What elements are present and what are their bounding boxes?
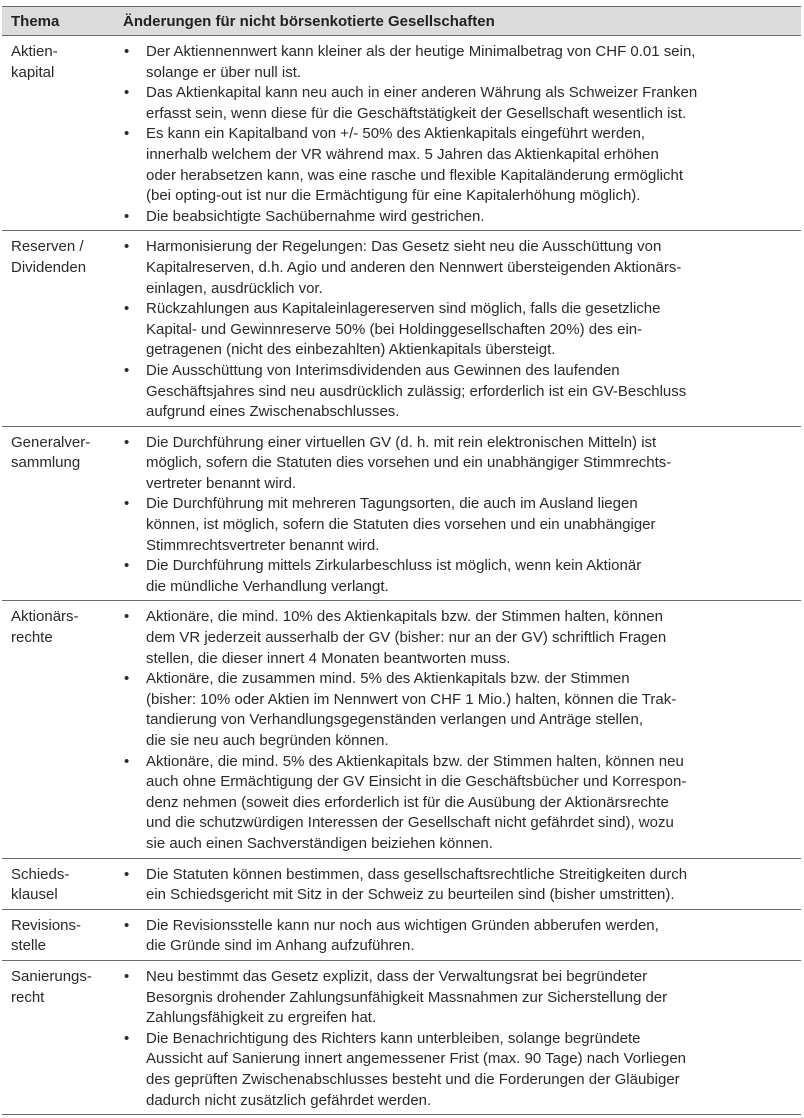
bullet-line: vertreter benannt wird. — [146, 474, 297, 492]
bullet-line: (bisher: 10% oder Aktien im Nennwert von CHF 1 Mio.) halten, können die Trak- — [146, 690, 677, 708]
bullet-item — [106, 669, 801, 751]
bullet-line: Das Aktienkapital kann neu auch in einer anderen Währung als Schweizer Franken — [146, 84, 698, 102]
bullet-item — [106, 124, 801, 206]
table-body — [2, 36, 801, 1115]
bullet-list — [106, 42, 801, 227]
bullet-text — [146, 607, 801, 669]
bullet-line: die mündliche Verhandlung verlangt. — [146, 577, 389, 595]
header-topic: Thema — [11, 12, 60, 30]
bullet-text — [146, 669, 801, 751]
bullet-line: oder herabsetzen kann, was eine rasche und flexible Kapitaländerung ermöglicht — [146, 166, 684, 184]
bullet-icon: • — [124, 361, 130, 379]
bullet-list — [106, 967, 801, 1111]
bullet-icon: • — [124, 238, 130, 256]
row-changes — [106, 967, 801, 1111]
bullet-line: (bei opting-out ist nur die Ermächtigung für eine Kapitalerhöhung möglich). — [146, 187, 641, 205]
topic-line: Revisions- — [11, 916, 82, 934]
bullet-item — [106, 752, 801, 855]
row-topic — [2, 865, 106, 906]
bullet-line: getragenen (nicht des einbezahlten) Aktienkapitals übersteigt. — [146, 341, 556, 359]
bullet-icon: • — [124, 43, 130, 60]
bullet-text — [146, 916, 801, 957]
bullet-text — [146, 207, 801, 228]
bullet-item — [106, 42, 801, 83]
bullet-item — [106, 207, 801, 228]
bullet-line: Die Benachrichtigung des Richters kann unterbleiben, solange begründete — [146, 1029, 641, 1047]
bullet-list — [106, 237, 801, 422]
bullet-line: aufgrund eines Zwischenabschlusses. — [146, 403, 400, 421]
topic-line: Aktionärs- — [11, 608, 79, 626]
topic-line: Dividenden — [11, 258, 87, 276]
bullet-line: Aktionäre, die zusammen mind. 5% des Aktienkapitals bzw. der Stimmen — [146, 670, 630, 688]
row-changes — [106, 865, 801, 906]
bullet-line: des geprüften Zwischenabschlusses besteht und die Forderungen der Gläubiger — [146, 1070, 680, 1088]
table-row — [2, 859, 801, 910]
bullet-icon: • — [124, 1029, 130, 1047]
bullet-line: Aktionäre, die mind. 5% des Aktienkapitals bzw. der Stimmen halten, können neu — [146, 752, 684, 770]
bullet-icon: • — [124, 608, 130, 626]
row-topic — [2, 42, 106, 227]
bullet-text — [146, 237, 801, 299]
topic-line: kapital — [11, 63, 55, 81]
bullet-icon: • — [124, 670, 130, 688]
bullet-line: möglich, sofern die Statuten dies vorsehen und ein unabhängiger Stimmrechts- — [146, 454, 672, 472]
bullet-item — [106, 1029, 801, 1111]
bullet-line: Besorgnis drohender Zahlungsunfähigkeit Massnahmen zur Sicherstellung der — [146, 988, 668, 1006]
bullet-item — [106, 556, 801, 597]
bullet-line: Die Statuten können bestimmen, dass gesellschaftsrechtliche Streitigkeiten durch — [146, 865, 688, 883]
bullet-list — [106, 607, 801, 854]
bullet-icon: • — [124, 84, 130, 102]
bullet-line: die sie neu auch begründen können. — [146, 732, 389, 749]
bullet-item — [106, 433, 801, 495]
row-changes — [106, 916, 801, 957]
row-changes — [106, 607, 801, 854]
changes-table — [2, 6, 801, 1115]
bullet-item — [106, 494, 801, 556]
bullet-icon: • — [124, 557, 130, 575]
bullet-line: Aussicht auf Sanierung innert angemessener Frist (max. 90 Tage) nach Vorliegen — [146, 1050, 687, 1068]
bullet-line: Neu bestimmt das Gesetz explizit, dass der Verwaltungsrat bei begründeter — [146, 967, 648, 985]
bullet-item — [106, 83, 801, 124]
row-topic — [2, 237, 106, 422]
bullet-line: die Gründe sind im Anhang aufzuführen. — [146, 937, 415, 955]
table-row — [2, 961, 801, 1115]
row-changes — [106, 42, 801, 227]
bullet-line: Harmonisierung der Regelungen: Das Gesetz sieht neu die Ausschüttung von — [146, 238, 662, 256]
bullet-line: Die Durchführung einer virtuellen GV (d. h. mit rein elektronischen Mitteln) ist — [146, 433, 657, 451]
row-topic — [2, 433, 106, 598]
bullet-item — [106, 865, 801, 906]
bullet-icon: • — [124, 433, 130, 451]
bullet-item — [106, 916, 801, 957]
table-row — [2, 910, 801, 961]
bullet-item — [106, 237, 801, 299]
topic-line: recht — [11, 988, 45, 1006]
bullet-text — [146, 967, 801, 1029]
bullet-item — [106, 299, 801, 361]
bullet-line: dadurch nicht zusätzlich gefährdet werden. — [146, 1091, 432, 1109]
bullet-icon: • — [124, 125, 130, 143]
bullet-icon: • — [124, 865, 130, 883]
bullet-line: Es kann ein Kapitalband von +/- 50% des Aktienkapitals eingeführt werden, — [146, 125, 646, 143]
bullet-line: sie auch einen Sachverständigen beiziehen können. — [146, 834, 493, 852]
header-changes: Änderungen für nicht börsenkotierte Gesellschaften — [123, 12, 495, 30]
bullet-line: und die schutzwürdigen Interessen der Gesellschaft nicht gefährdet sind), wozu — [146, 814, 674, 832]
bullet-item — [106, 361, 801, 423]
bullet-line: Stimmrechtsvertreter benannt wird. — [146, 536, 380, 554]
bullet-text — [146, 361, 801, 423]
table-row — [2, 427, 801, 602]
bullet-line: auch ohne Ermächtigung der GV Einsicht in die Geschäftsbücher und Korrespon- — [146, 773, 687, 791]
bullet-line: dem VR jederzeit ausserhalb der GV (bisher: nur an der GV) schriftlich Fragen — [146, 629, 667, 647]
bullet-line: Die Durchführung mittels Zirkularbeschluss ist möglich, wenn kein Aktionär — [146, 557, 642, 575]
bullet-list — [106, 865, 801, 906]
bullet-line: stellen, die dieser innert 4 Monaten beantworten muss. — [146, 649, 511, 667]
bullet-line: denz nehmen (soweit dies erforderlich ist für die Ausübung der Aktionärsrechte — [146, 793, 669, 811]
bullet-icon: • — [124, 300, 130, 318]
bullet-text — [146, 83, 801, 124]
bullet-line: Die Durchführung mit mehreren Tagungsorten, die auch im Ausland liegen — [146, 495, 638, 513]
bullet-text — [146, 124, 801, 206]
bullet-line: Die Revisionsstelle kann nur noch aus wichtigen Gründen abberufen werden, — [146, 916, 659, 934]
table-header — [2, 7, 801, 36]
bullet-line: Der Aktiennennwert kann kleiner als der heutige Minimalbetrag von CHF 0.01 sein, — [146, 43, 696, 60]
bullet-line: Rückzahlungen aus Kapitaleinlagereserven sind möglich, falls die gesetzliche — [146, 300, 661, 318]
bullet-line: Aktionäre, die mind. 10% des Aktienkapitals bzw. der Stimmen halten, können — [146, 608, 663, 626]
bullet-line: ein Schiedsgericht mit Sitz in der Schweiz zu beurteilen sind (bisher umstritten). — [146, 886, 675, 904]
bullet-line: erfasst sein, wenn diese für die Geschäftstätigkeit der Gesellschaft wesentlich ist. — [146, 104, 687, 122]
row-topic — [2, 607, 106, 854]
bullet-text — [146, 299, 801, 361]
topic-line: Reserven / — [11, 238, 84, 256]
bullet-text — [146, 556, 801, 597]
bullet-text — [146, 865, 801, 906]
bullet-list — [106, 916, 801, 957]
bullet-line: Die beabsichtigte Sachübernahme wird gestrichen. — [146, 207, 485, 225]
topic-line: Generalver- — [11, 433, 91, 451]
bullet-line: können, ist möglich, sofern die Statuten dies vorsehen und ein unabhängiger — [146, 516, 656, 534]
table-row — [2, 231, 801, 426]
topic-line: Aktien- — [11, 43, 58, 60]
bullet-icon: • — [124, 752, 130, 770]
topic-line: Sanierungs- — [11, 967, 92, 985]
bullet-line: Zahlungsfähigkeit zu ergreifen hat. — [146, 1009, 377, 1027]
bullet-list — [106, 433, 801, 598]
bullet-text — [146, 494, 801, 556]
bullet-line: Kapital- und Gewinnreserve 50% (bei Holdinggesellschaften 20%) des ein- — [146, 320, 643, 338]
row-topic — [2, 967, 106, 1111]
bullet-icon: • — [124, 967, 130, 985]
bullet-line: Die Ausschüttung von Interimsdividenden aus Gewinnen des laufenden — [146, 361, 620, 379]
topic-line: Schieds- — [11, 865, 70, 883]
topic-line: rechte — [11, 629, 53, 647]
bullet-line: tandierung von Verhandlungsgegenständen verlangen und Anträge stellen, — [146, 711, 644, 729]
bullet-text — [146, 433, 801, 495]
bullet-line: einlagen, ausdrücklich vor. — [146, 279, 323, 297]
bullet-line: innerhalb welchem der VR während max. 5 Jahren das Aktienkapital erhöhen — [146, 145, 659, 163]
bullet-icon: • — [124, 495, 130, 513]
bullet-item — [106, 607, 801, 669]
bullet-item — [106, 967, 801, 1029]
table-row — [2, 601, 801, 858]
bullet-line: Kapitalreserven, d.h. Agio und anderen den Nennwert übersteigenden Aktionärs- — [146, 258, 682, 276]
bullet-icon: • — [124, 916, 130, 934]
row-changes — [106, 433, 801, 598]
bullet-line: solange er über null ist. — [146, 63, 302, 81]
topic-line: stelle — [11, 937, 47, 955]
topic-line: sammlung — [11, 454, 81, 472]
topic-line: klausel — [11, 886, 58, 904]
bullet-text — [146, 1029, 801, 1111]
bullet-text — [146, 42, 801, 83]
bullet-text — [146, 752, 801, 855]
row-topic — [2, 916, 106, 957]
bullet-icon: • — [124, 207, 130, 225]
table-row — [2, 36, 801, 231]
bullet-line: Geschäftsjahres sind neu ausdrücklich zulässig; erforderlich ist ein GV-Beschluss — [146, 382, 687, 400]
row-changes — [106, 237, 801, 422]
